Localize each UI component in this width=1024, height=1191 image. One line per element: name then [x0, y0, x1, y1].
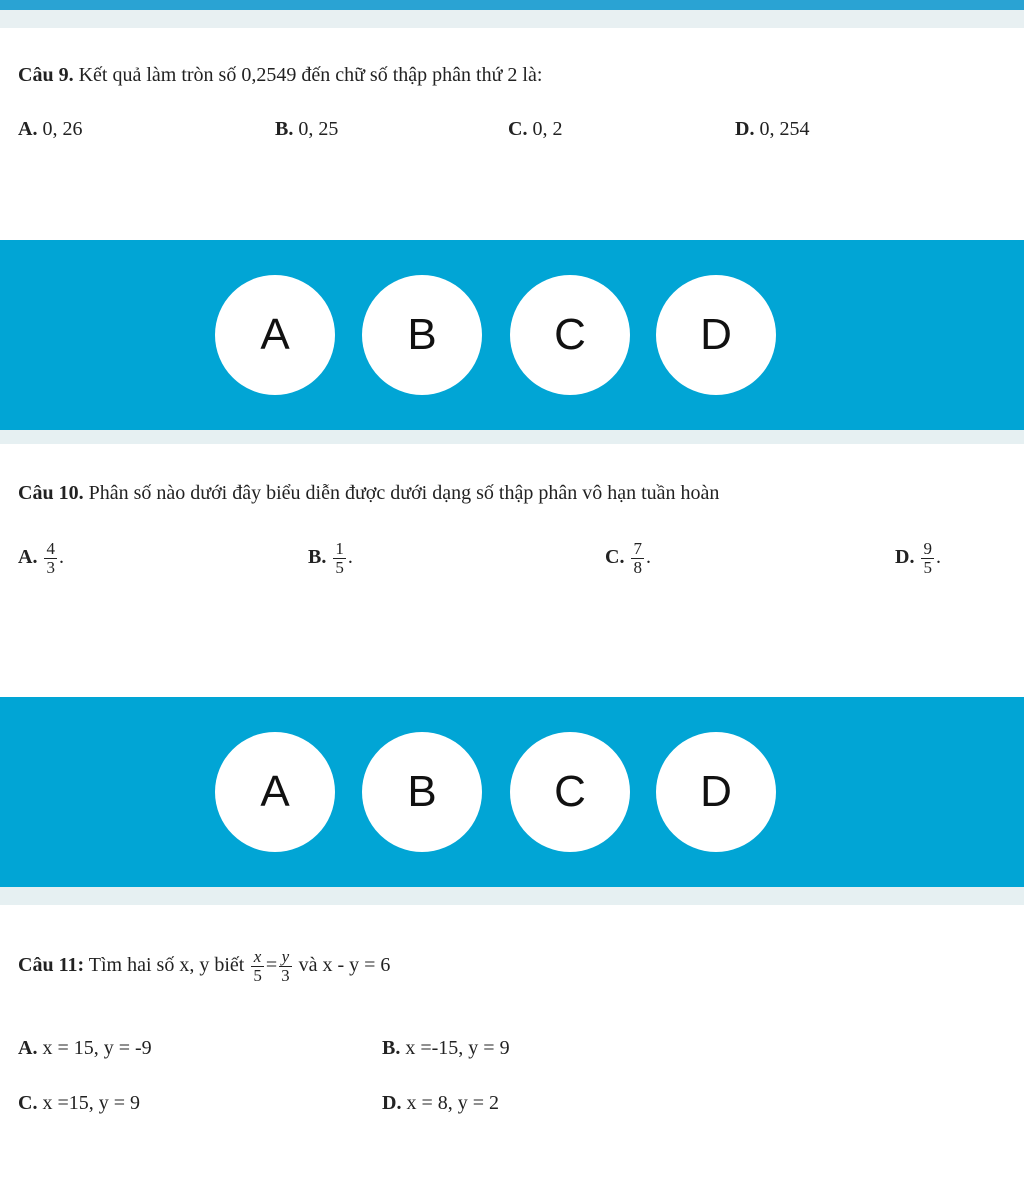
- answer-button-b[interactable]: B: [362, 275, 482, 395]
- top-accent-bar: [0, 0, 1024, 10]
- answer-panel-q10: [0, 697, 1024, 887]
- answer-button-c[interactable]: C: [510, 732, 630, 852]
- question-11: Câu 11: Tìm hai số x, y biết $\frac{x}{5}$ = $\frac{y}{3}$ và x - y = 6: [18, 947, 391, 985]
- answer-button-d[interactable]: D: [656, 275, 776, 395]
- q9-option-c: C. 0, 2: [508, 118, 563, 140]
- q9-option-a: A. 0, 26: [18, 118, 83, 140]
- top-divider: [0, 10, 1024, 28]
- question-9: [18, 64, 542, 87]
- question-10-text: Phân số nào dưới đây biểu diễn được dưới dạng số thập phân vô hạn tuần hoàn: [88, 482, 720, 504]
- question-10: [18, 482, 719, 505]
- fraction: $\frac{4}{3}$: [46, 539, 55, 577]
- question-10-label: Câu 10.: [18, 482, 84, 504]
- fraction: $\frac{7}{8}$: [633, 539, 642, 577]
- fraction-y-3: $\frac{y}{3}$: [281, 947, 290, 985]
- q10-option-c: C. $\frac{7}{8}$ .: [605, 539, 651, 577]
- q10-option-a: A. $\frac{4}{3}$ .: [18, 539, 64, 577]
- q11-option-c: C. x =15, y = 9: [18, 1092, 141, 1114]
- question-11-label: Câu 11:: [18, 953, 85, 976]
- fraction-x-5: $\frac{x}{5}$: [253, 947, 262, 985]
- q10-option-b: B. $\frac{1}{5}$ .: [308, 539, 353, 577]
- q11-option-a: A. x = 15, y = -9: [18, 1037, 152, 1059]
- q10-option-d: D. $\frac{9}{5}$ .: [895, 539, 941, 577]
- fraction: $\frac{9}{5}$: [923, 539, 932, 577]
- answer-button-b[interactable]: B: [362, 732, 482, 852]
- q11-option-d: D. x = 8, y = 2: [382, 1092, 500, 1114]
- answer-button-a[interactable]: A: [215, 275, 335, 395]
- question-11-condition: và x - y = 6: [298, 953, 391, 976]
- q9-option-b: B. 0, 25: [275, 118, 339, 140]
- question-11-text: Tìm hai số x, y biết: [88, 953, 245, 976]
- fraction: $\frac{1}{5}$: [335, 539, 344, 577]
- q11-option-b: B. x =-15, y = 9: [382, 1037, 510, 1059]
- q9-option-d: D. 0, 254: [735, 118, 810, 140]
- question-9-label: Câu 9.: [18, 64, 74, 86]
- band-divider: [0, 887, 1024, 905]
- band-divider: [0, 430, 1024, 444]
- answer-panel-q9: [0, 240, 1024, 430]
- question-9-text: Kết quả làm tròn số 0,2549 đến chữ số thập phân thứ 2 là:: [78, 64, 543, 86]
- answer-button-a[interactable]: A: [215, 732, 335, 852]
- answer-button-c[interactable]: C: [510, 275, 630, 395]
- answer-button-d[interactable]: D: [656, 732, 776, 852]
